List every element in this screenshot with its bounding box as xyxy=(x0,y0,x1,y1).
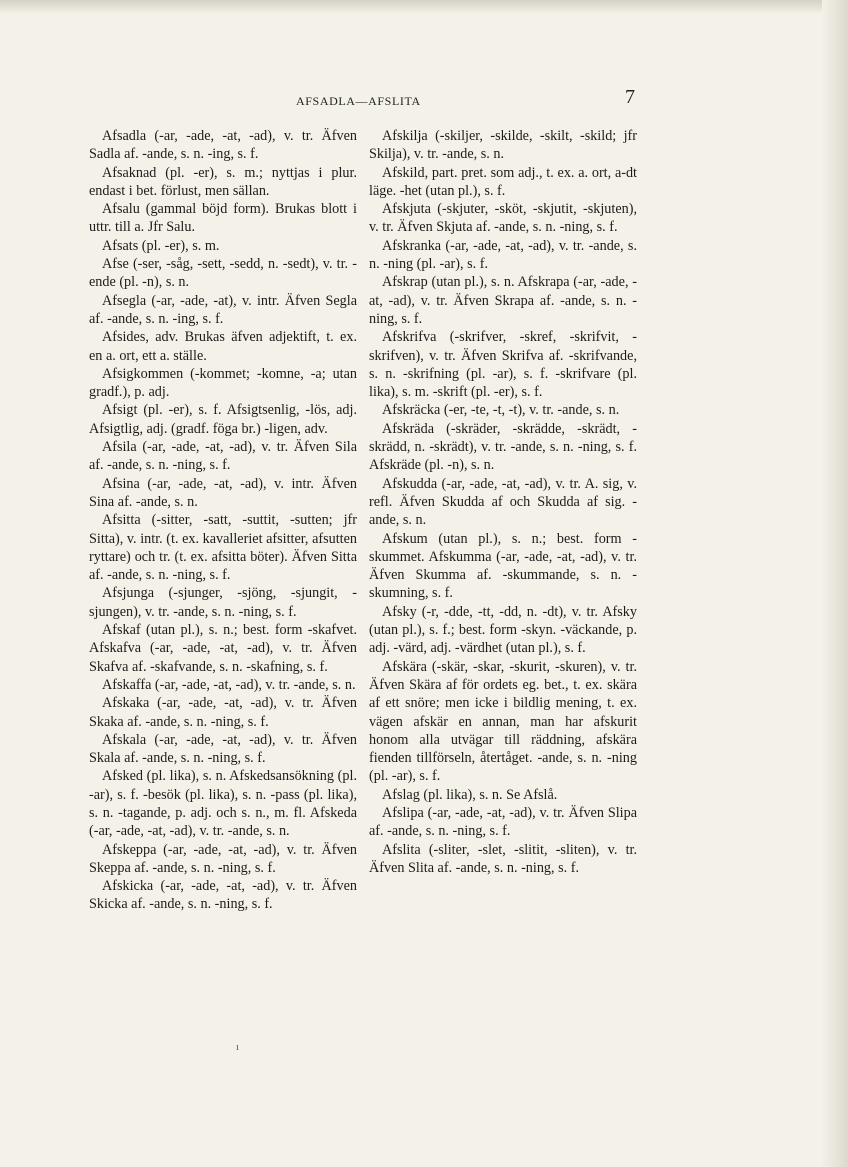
dictionary-entry: Afskrap (utan pl.), s. n. Afskrapa (-ar, -ade, -at, -ad), v. tr. Äfven Skrapa af. -ande, s. n. -ning, s. f. xyxy=(369,274,637,327)
dictionary-entry: Afskaf (utan pl.), s. n.; best. form -skafvet. Afskafva (-ar, -ade, -at, -ad), v. tr. Äfven Skafva af. -skafvande, s. n. -skafning, s. f. xyxy=(89,622,357,675)
dictionary-entry: Afsky (-r, -dde, -tt, -dd, n. -dt), v. tr. Afsky (utan pl.), s. f.; best. form -skyn. -väckande, p. adj. -värd, adj. -värdhet (utan pl.), s. f. xyxy=(369,603,637,657)
dictionary-entry: Afsides, adv. Brukas äfven adjektift, t. ex. en a. ort, ett a. ställe. xyxy=(89,329,357,364)
dictionary-entry: Afslita (-sliter, -slet, -slitit, -sliten), v. tr. Äfven Slita af. -ande, s. n. -ning, s. f. xyxy=(369,841,637,876)
dictionary-entry: Afskrifva (-skrifver, -skref, -skrifvit, -skrifven), v. tr. Äfven Skrifva af. -skrifvande, s. n. -skrifning (pl. -ar), s. f. -skrifvare (pl. lika), s. m. -skrift (pl. -er), s. f. xyxy=(369,329,637,401)
dictionary-entry: Afskjuta (-skjuter, -sköt, -skjutit, -skjuten), v. tr. Äfven Skjuta af. -ande, s. n. -ning, s. f. xyxy=(369,201,637,236)
dictionary-entry: Afsked (pl. lika), s. n. Afskedsansökning (pl. -ar), s. f. -besök (pl. lika), s. n. -pass (pl. lika), s. n. -tagande, p. adj. och s. n., m. fl. Afskeda (-ar, -ade, -at, -ad), v. tr. -ande, s. n. xyxy=(89,768,357,840)
dictionary-entry: Afskräda (-skräder, -skrädde, -skrädt, -skrädd, n. -skrädt), v. tr. -ande, s. n. -ning, s. f. Afskräde (pl. -n), s. n. xyxy=(369,420,637,474)
dictionary-entry: Afskum (utan pl.), s. n.; best. form -skummet. Afskumma (-ar, -ade, -at, -ad), v. tr. Äfven Skumma af. -skummande, s. n. -skumning, s. f. xyxy=(369,530,637,602)
dictionary-entry: Afsitta (-sitter, -satt, -suttit, -sutten; jfr Sitta), v. intr. (t. ex. kavalleriet afsitter, afsutten ryttare) och tr. (t. ex. afsitta böter). Äfven Sitta af. -ande, s. n. -ning, s. f. xyxy=(89,512,357,584)
dictionary-entry: Afskala (-ar, -ade, -at, -ad), v. tr. Äfven Skala af. -ande, s. n. -ning, s. f. xyxy=(89,731,357,767)
dictionary-entry: Afsats (pl. -er), s. m. xyxy=(102,237,220,254)
right-column xyxy=(369,127,637,877)
dictionary-entry: Afsina (-ar, -ade, -at, -ad), v. intr. Äfven Sina af. -ande, s. n. xyxy=(89,475,357,510)
right-edge-shadow xyxy=(822,0,848,1167)
left-column xyxy=(89,127,357,914)
dictionary-entry: Afskicka (-ar, -ade, -at, -ad), v. tr. Äfven Skicka af. -ande, s. n. -ning, s. f. xyxy=(89,878,357,913)
dictionary-entry: Afsigt (pl. -er), s. f. Afsigtsenlig, -lös, adj. Afsigtlig, adj. (gradf. föga br.) -ligen, adv. xyxy=(89,402,357,437)
dictionary-entry: Afsadla (-ar, -ade, -at, -ad), v. tr. Äfven Sadla af. -ande, s. n. -ing, s. f. xyxy=(89,128,357,163)
dictionary-entry: Afskranka (-ar, -ade, -at, -ad), v. tr. -ande, s. n. -ning (pl. -ar), s. f. xyxy=(369,237,637,273)
top-edge-shadow xyxy=(0,0,848,14)
print-mark: ı xyxy=(236,1042,239,1053)
dictionary-entry: Afskild, part. pret. som adj., t. ex. a. ort, a-dt läge. -het (utan pl.), s. f. xyxy=(369,164,637,199)
dictionary-entry: Afskeppa (-ar, -ade, -at, -ad), v. tr. Äfven Skeppa af. -ande, s. n. -ning, s. f. xyxy=(89,841,357,876)
page-number: 7 xyxy=(625,86,635,108)
dictionary-entry: Afsigkommen (-kommet; -komne, -a; utan gradf.), p. adj. xyxy=(89,365,357,401)
running-head: AFSADLA—AFSLITA xyxy=(296,94,421,108)
dictionary-entry: Afsegla (-ar, -ade, -at), v. intr. Äfven Segla af. -ande, s. n. -ing, s. f. xyxy=(89,292,357,327)
dictionary-entry: Afskudda (-ar, -ade, -at, -ad), v. tr. A. sig, v. refl. Äfven Skudda af och Skudda af sig. -ande, s. n. xyxy=(369,475,637,529)
dictionary-entry: Afskilja (-skiljer, -skilde, -skilt, -skild; jfr Skilja), v. tr. -ande, s. n. xyxy=(369,128,637,163)
dictionary-entry: Afskräcka (-er, -te, -t, -t), v. tr. -ande, s. n. xyxy=(382,402,620,419)
dictionary-entry: Afse (-ser, -såg, -sett, -sedd, n. -sedt), v. tr. -ende (pl. -n), s. n. xyxy=(89,256,357,291)
dictionary-entry: Afskära (-skär, -skar, -skurit, -skuren), v. tr. Äfven Skära af för ordets eg. bet., t. ex. skära af ett snöre; men icke i bildlig mening, t. ex. vägen afskär en annan, man har afskurit honom alla utvägar till räddning, afskära fienden tillförseln, återtåget. -ande, s. n. -ning (pl. -ar), s. f. xyxy=(369,658,637,785)
dictionary-entry: Afslipa (-ar, -ade, -at, -ad), v. tr. Äfven Slipa af. -ande, s. n. -ning, s. f. xyxy=(369,804,637,840)
dictionary-entry: Afskaka (-ar, -ade, -at, -ad), v. tr. Äfven Skaka af. -ande, s. n. -ning, s. f. xyxy=(89,695,357,730)
dictionary-entry: Afsalu (gammal böjd form). Brukas blott i uttr. till a. Jfr Salu. xyxy=(89,201,357,236)
dictionary-entry: Afsjunga (-sjunger, -sjöng, -sjungit, -sjungen), v. tr. -ande, s. n. -ning, s. f. xyxy=(89,585,357,620)
dictionary-entry: Afsaknad (pl. -er), s. m.; nyttjas i plur. endast i bet. förlust, men sällan. xyxy=(89,164,357,199)
dictionary-entry: Afsila (-ar, -ade, -at, -ad), v. tr. Äfven Sila af. -ande, s. n. -ning, s. f. xyxy=(89,439,357,474)
dictionary-entry: Afslag (pl. lika), s. n. Se Afslå. xyxy=(382,786,558,803)
dictionary-entry: Afskaffa (-ar, -ade, -at, -ad), v. tr. -ande, s. n. xyxy=(102,676,356,693)
